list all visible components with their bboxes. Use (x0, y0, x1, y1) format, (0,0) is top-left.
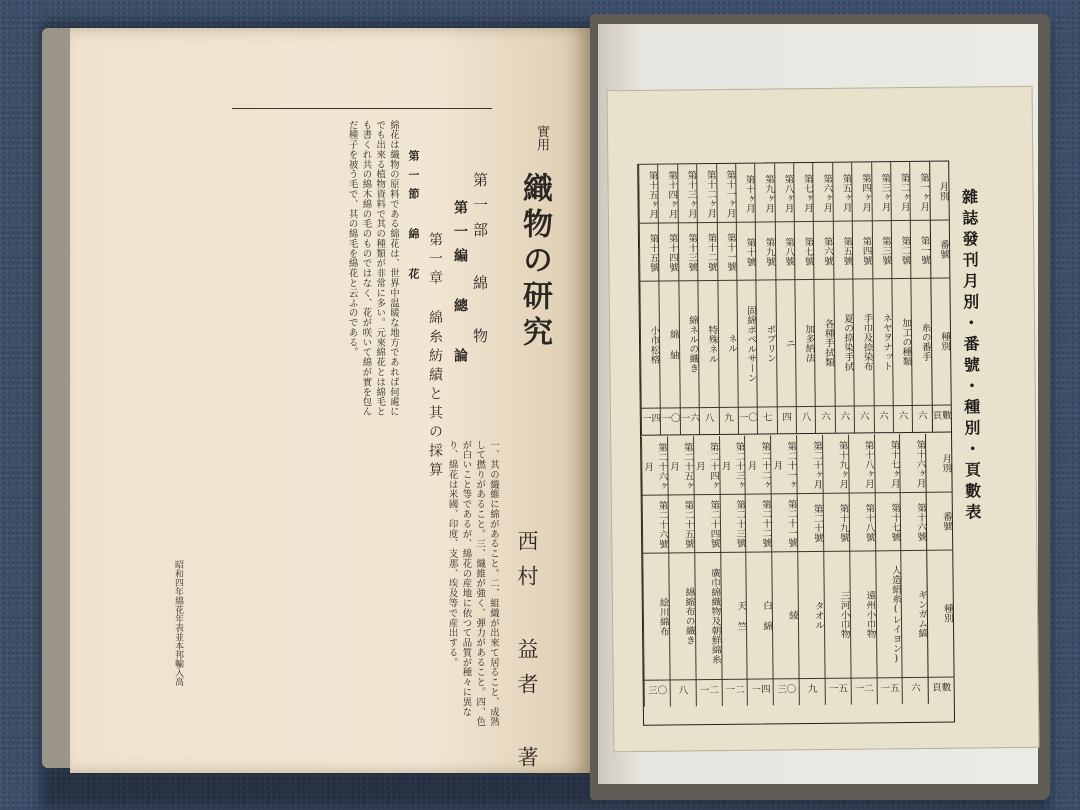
table-row (719, 436, 749, 706)
cell-month: 第十四ヶ月 (666, 170, 678, 219)
cell-month: 第二十一ヶ月 (771, 441, 797, 490)
cell-name: 綿縮布の織き (683, 587, 695, 646)
cell-number: 第十一號 (724, 232, 737, 272)
cell-pages: 一〇 (661, 413, 681, 425)
cell-number: 第十三號 (686, 232, 698, 272)
table-row (890, 162, 913, 432)
cell-name: ポプリン (764, 324, 776, 363)
cell-pages: 一〇 (738, 412, 759, 424)
table-row (770, 435, 800, 705)
issue-table-card (619, 130, 1005, 734)
cell-number: 第二十六號 (656, 500, 669, 549)
table-row (832, 163, 855, 433)
card-title: 雜誌發刊月別・番號・種別・頁數表 (959, 188, 982, 525)
table-row (735, 164, 758, 434)
cell-number: 第二十二號 (759, 499, 772, 548)
cell-number: 第二十四號 (708, 499, 720, 549)
cell-month: 第二十四ヶ月 (693, 441, 720, 491)
cell-number: 番號 (937, 239, 950, 260)
cell-pages: 一四 (641, 413, 662, 425)
cell-name: 綾 (786, 610, 798, 621)
cell-pages: 六 (859, 411, 870, 423)
cell-month: 第六ヶ月 (821, 173, 833, 213)
cell-name: タオル (812, 600, 824, 630)
part-heading: 第一部 綿 物 (471, 172, 489, 353)
cell-month: 第二十ヶ月 (810, 440, 823, 490)
table-row (822, 435, 852, 705)
cell-month: 第十七ヶ月 (888, 440, 900, 489)
cell-month: 第二十二ヶ月 (745, 441, 771, 490)
table-row (909, 162, 932, 432)
cell-number: 第十二號 (705, 232, 717, 272)
cell-name: 人造絹糸(レイヨン) (889, 564, 902, 664)
cell-pages: 七 (762, 412, 773, 424)
body-text-upper: 綿花は織物の原料である綿花は、世界中温暖な地方であれば何處にでも出來る植物資料で其の種類が非常に多い。元來綿花とは綿毛とも書くれ共の綿木綿の毛のものではなく、花が咲いて綿が實を包んだ種子を被う毛で、其の綿毛を綿花と云ふのである。 (346, 120, 399, 417)
cell-number: 第三號 (879, 235, 892, 265)
cell-pages: 一五 (828, 683, 849, 695)
cell-month: 第十九ヶ月 (836, 440, 849, 489)
cell-name: 加多納法 (803, 323, 815, 363)
cell-month: 第三ヶ月 (879, 172, 891, 212)
table-header-column (925, 434, 955, 704)
cell-pages: 八 (678, 685, 689, 697)
cell-pages: 六 (821, 411, 831, 423)
cell-name: 夏の捺染手拭 (841, 313, 854, 372)
cell-name: 絵川綿布 (657, 597, 669, 636)
cell-month: 第五ヶ月 (840, 173, 852, 212)
cell-name: ネル (725, 334, 738, 354)
table-row (851, 162, 874, 432)
cell-month: 第十五ヶ月 (646, 170, 659, 219)
section-heading: 第一節 綿 花 (407, 150, 420, 287)
cell-name: 天 竺 (735, 600, 747, 631)
cell-month: 第十三ヶ月 (685, 170, 697, 219)
header-rule (232, 108, 492, 109)
cell-name: 白 綿 (760, 600, 773, 631)
table-row (793, 163, 816, 433)
cell-number: 第十六號 (914, 502, 927, 542)
cell-number: 第十八號 (863, 503, 875, 542)
book-title: 織物の研究 (517, 172, 552, 352)
cell-pages: 一二 (725, 684, 745, 696)
cell-month: 第八ヶ月 (782, 173, 794, 213)
cell-name: 綿ネルの織き (686, 315, 699, 374)
cell-pages: 四 (782, 412, 793, 424)
cell-number: 第九號 (763, 236, 775, 266)
table-row (871, 162, 894, 432)
cell-month: 第四ヶ月 (859, 173, 872, 212)
cell-month: 第二十三ヶ月 (719, 441, 745, 490)
volume-heading: 第一編 總 論 (452, 200, 468, 372)
cell-number: 第六號 (821, 236, 834, 266)
cell-name: ニ (784, 338, 796, 349)
table-row (638, 165, 661, 435)
cell-name: 三河小巾物 (838, 590, 850, 639)
cell-pages: 頁數 (932, 682, 952, 694)
cell-number: 第十四號 (666, 233, 679, 272)
cell-number: 第五號 (841, 236, 853, 266)
cell-pages: 一四 (751, 684, 771, 696)
cell-number: 第一號 (918, 235, 930, 265)
cell-month: 第二ヶ月 (898, 172, 910, 212)
cell-pages: 九 (807, 683, 818, 696)
cell-pages: 六 (840, 411, 851, 423)
table-header-column (929, 162, 952, 432)
table-row (658, 164, 681, 434)
cell-name: 加工の種類 (900, 317, 912, 367)
cell-month: 第一ヶ月 (917, 172, 930, 212)
cell-pages: 六 (898, 410, 909, 423)
cell-month: 第十六ヶ月 (914, 439, 926, 488)
cell-name: ギンガム縞 (915, 589, 928, 638)
cell-number: 第四號 (860, 235, 872, 265)
cell-name: 糸の番手 (919, 322, 931, 362)
table-row (677, 164, 700, 434)
cell-number: 第二十五號 (682, 500, 694, 549)
cell-pages: 六 (917, 410, 928, 422)
cell-name: 種別 (938, 331, 951, 352)
table-row (796, 435, 826, 705)
cell-pages: 三〇 (777, 684, 797, 696)
cell-number: 第十七號 (889, 502, 901, 542)
cell-pages: 九 (724, 412, 734, 424)
cell-pages: 八 (801, 412, 812, 424)
cell-month: 第十八ヶ月 (862, 440, 875, 489)
table-row (641, 437, 671, 707)
cell-name: 種別 (941, 603, 953, 624)
cell-name: 各種手拭類 (822, 318, 835, 367)
cell-number: 第十五號 (647, 233, 659, 272)
table-row (774, 163, 797, 433)
cell-name: ネヤヲナット (880, 313, 893, 372)
cell-month: 第九ヶ月 (762, 174, 775, 213)
cell-month: 月別 (937, 181, 949, 202)
cell-name: 固綿ポペルサーン (744, 305, 757, 383)
table-row (693, 436, 723, 706)
table-lower-half (641, 434, 954, 707)
cell-pages: 一五 (880, 683, 900, 695)
cell-number: 第二十三號 (734, 499, 746, 548)
table-row (754, 163, 777, 433)
cell-month: 月別 (940, 453, 952, 474)
table-row (667, 436, 697, 706)
cell-number: 第八號 (782, 236, 795, 266)
cell-number: 番號 (940, 511, 953, 532)
cell-month: 第七ヶ月 (801, 173, 814, 213)
cell-month: 第十二ヶ月 (704, 169, 717, 219)
cell-name: 綿 紬 (667, 329, 679, 360)
cell-pages: 三〇 (647, 685, 668, 697)
chapter-heading: 第一章 綿糸紡績と其の採算 (427, 232, 443, 481)
cell-number: 第十號 (744, 237, 756, 267)
table-upper-half (638, 162, 951, 436)
cell-pages: 一二 (699, 684, 719, 697)
cell-month: 第十一ヶ月 (724, 169, 736, 218)
table-row (813, 163, 836, 433)
table-row (848, 434, 878, 704)
cell-pages: 六 (879, 411, 889, 423)
cell-pages: 八 (704, 413, 715, 425)
table-row (696, 164, 719, 434)
cell-month: 第二十六ヶ月 (642, 442, 668, 491)
table-row (716, 164, 739, 434)
cell-pages: 一二 (854, 683, 874, 695)
cell-pages: 頁數 (932, 410, 952, 422)
table-row (744, 435, 774, 705)
cell-number: 第二十一號 (785, 499, 798, 548)
cell-number: 第十九號 (837, 503, 849, 542)
colophon-note: 昭和四年綿花年表並本邦輸入高 (173, 560, 183, 686)
cell-number: 第二十號 (811, 503, 823, 543)
issue-table (637, 161, 955, 726)
cell-month: 第十ヶ月 (743, 174, 755, 213)
cell-number: 第二號 (899, 235, 911, 265)
cell-pages: 一六 (680, 413, 700, 425)
cell-name: 遠州小巾物 (864, 590, 876, 639)
cell-name: 手巾及捺染布 (861, 313, 873, 372)
cell-name: 小市松格 (648, 325, 660, 364)
cell-name: 廣巾綿織物及朝鮮綿糸 (708, 567, 721, 665)
author-line: 西村 益者 著 (515, 530, 539, 781)
cell-number: 第七號 (802, 236, 814, 266)
body-text-lower: 一、其の織維に綿があること。二、組織が出來て居ること、成熟して撚りがあること。三、織維が強く、弾力があること。四、色が白いこと等であるが、綿花の産地に依つて品質が種々に異なり、綿花は米國、印度、支那、埃及等で産出する。 (446, 440, 499, 727)
table-row (899, 434, 929, 704)
cell-pages: 六 (911, 682, 921, 694)
table-row (874, 434, 904, 704)
cell-month: 第二十五ヶ月 (667, 442, 694, 491)
cell-name: 特殊ネル (706, 324, 718, 364)
title-prefix: 實用 (534, 125, 549, 151)
